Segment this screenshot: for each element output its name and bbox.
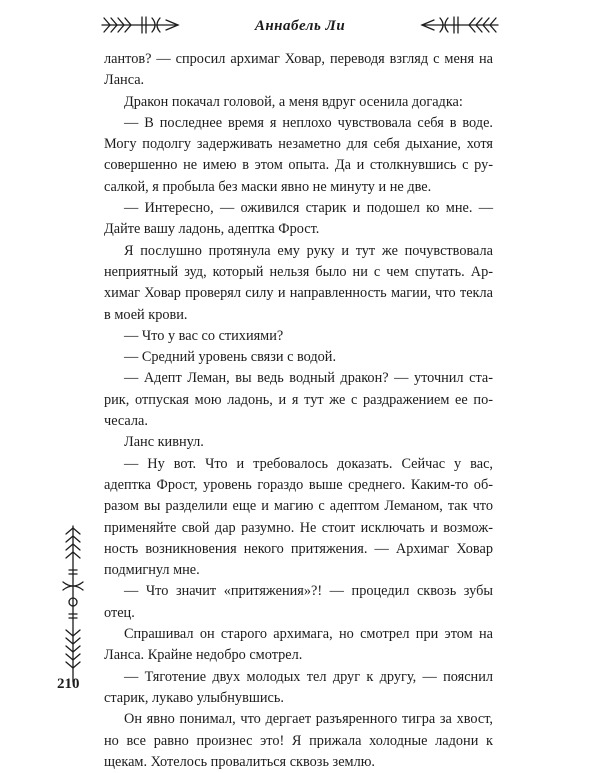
paragraph: — Тяготение двух молодых тел друг к другу, — пояснил старик, лукаво улыбнувшись. bbox=[104, 668, 493, 706]
paragraph: Он явно понимал, что дергает разъяренного тигра за хвост, но все равно произнес это! Я прижала холодные ладони к щекам. Хотелось провалиться сквозь землю. bbox=[104, 711, 493, 770]
paragraph: — Ну вот. Что и требовалось доказать. Сейчас у вас, адептка Фрост, уровень гораздо выше среднего. Каким-то образом вы разделили еще и магию с адептом Леманом, так что применяйте свой дар разумно. Не стоит исключать и возможность возникновения некого притяжения. — Архимаг Ховар подмигнул мне. bbox=[104, 455, 493, 579]
tribal-arrow-ornament-icon bbox=[420, 14, 500, 41]
running-title: Аннабель Ли bbox=[254, 18, 346, 34]
paragraph: лантов? — спросил архимаг Ховар, переводя взгляд с меня на Ланса. bbox=[104, 51, 493, 89]
running-header bbox=[100, 12, 500, 40]
body-text bbox=[104, 49, 493, 773]
paragraph: — В последнее время я неплохо чувствовала себя в воде. Могу подолгу задерживать незаметно для себя дыхание, хотя совершенно не имею в этом опыта. Да и столкнувшись с русалкой, я пробыла без маски явно не минуту и не две. bbox=[104, 114, 493, 195]
paragraph: Спрашивал он старого архимага, но смотрел при этом на Ланса. Крайне недобро смотрел. bbox=[104, 626, 493, 664]
page-number: 210 bbox=[57, 676, 80, 692]
paragraph: Я послушно протянула ему руку и тут же почувствовала неприятный зуд, который нельзя было ни с чем спутать. Архимаг Ховар проверял силу и направленность магии, что текла в моей крови. bbox=[104, 242, 493, 323]
paragraph: — Что у вас со стихиями? bbox=[124, 327, 284, 344]
paragraph: — Что значит «притяжения»?! — процедил сквозь зубы отец. bbox=[104, 583, 493, 621]
paragraph: — Средний уровень связи с водой. bbox=[124, 349, 337, 366]
paragraph: — Адепт Леман, вы ведь водный дракон? — уточнил старик, отпуская мою ладонь, и я тут же с раздражением ее почесала. bbox=[104, 370, 493, 430]
paragraph: Дракон покачал головой, а меня вдруг осенила догадка: bbox=[124, 93, 463, 110]
paragraph: Ланс кивнул. bbox=[124, 434, 204, 451]
vertical-arrow-ornament-icon bbox=[56, 524, 90, 689]
paragraph: — Интересно, — оживился старик и подошел ко мне. — Дайте вашу ладонь, адептка Фрост. bbox=[104, 200, 493, 238]
